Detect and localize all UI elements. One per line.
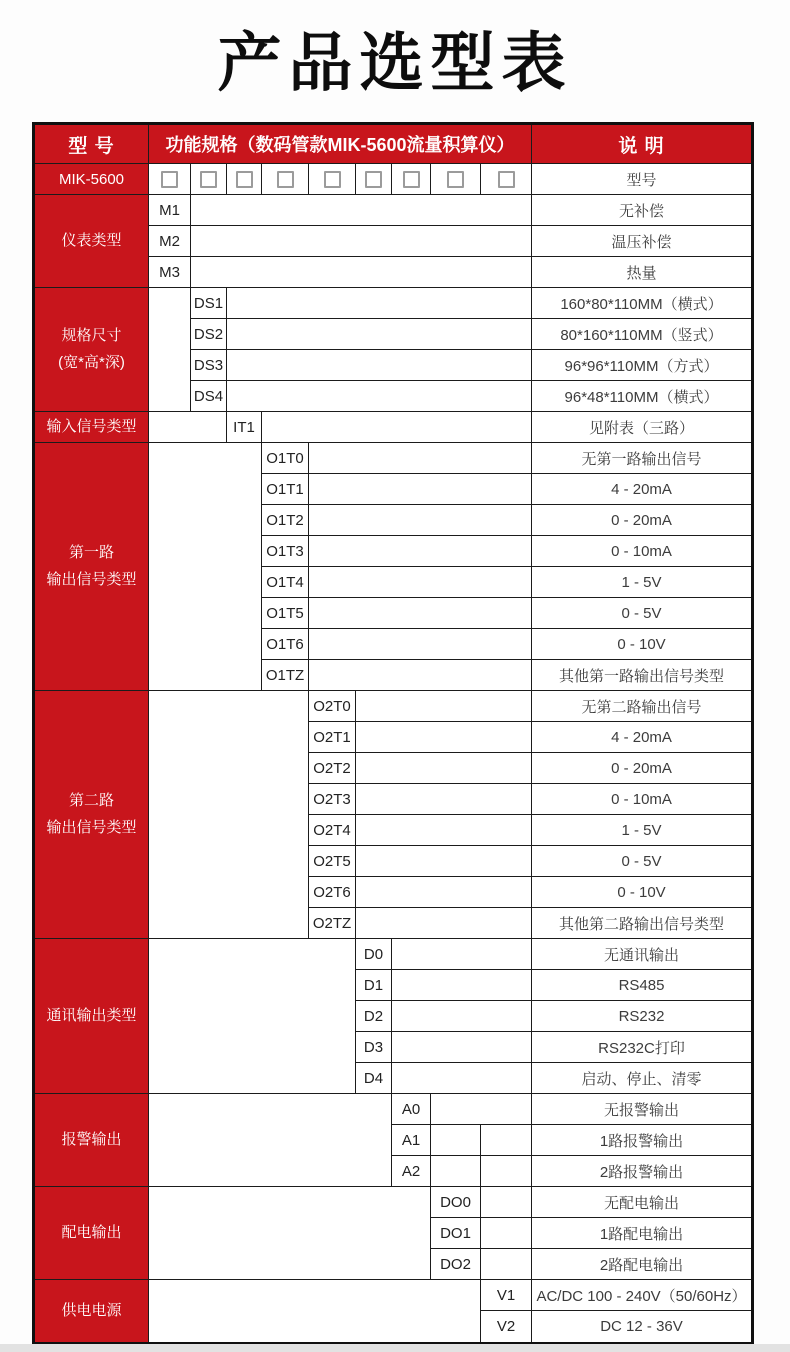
- checkbox-cell: [481, 164, 532, 195]
- code-cell: D4: [356, 1063, 392, 1094]
- description-cell: 4 - 20mA: [532, 722, 751, 753]
- code-cell: O2T3: [309, 784, 356, 815]
- blank-cell: [309, 598, 532, 629]
- blank-cell: [356, 753, 532, 784]
- blank-cell: [356, 815, 532, 846]
- code-cell: O2T4: [309, 815, 356, 846]
- blank-cell: [149, 939, 356, 1094]
- code-cell: V1: [481, 1280, 532, 1311]
- checkbox-cell: [392, 164, 431, 195]
- code-cell: D3: [356, 1032, 392, 1063]
- code-cell: DS2: [191, 319, 227, 350]
- blank-cell: [191, 257, 532, 288]
- code-cell: O1T0: [262, 443, 309, 474]
- blank-cell: [227, 288, 532, 319]
- description-cell: 0 - 5V: [532, 598, 751, 629]
- description-cell: 2路配电输出: [532, 1249, 751, 1280]
- empty-checkbox[interactable]: [447, 171, 464, 188]
- description-cell: RS232C打印: [532, 1032, 751, 1063]
- blank-cell: [227, 350, 532, 381]
- description-cell: 0 - 5V: [532, 846, 751, 877]
- code-cell: DS4: [191, 381, 227, 412]
- code-cell: O1T5: [262, 598, 309, 629]
- blank-cell: [309, 567, 532, 598]
- code-cell: DS1: [191, 288, 227, 319]
- blank-cell: [392, 939, 532, 970]
- description-cell: AC/DC 100 - 240V（50/60Hz）: [532, 1280, 751, 1311]
- blank-cell: [149, 1280, 481, 1342]
- description-cell: 96*96*110MM（方式）: [532, 350, 751, 381]
- blank-cell: [227, 319, 532, 350]
- blank-cell: [481, 1218, 532, 1249]
- description-cell: 0 - 10V: [532, 629, 751, 660]
- code-cell: A2: [392, 1156, 431, 1187]
- blank-cell: [481, 1125, 532, 1156]
- product-selection-table: [32, 122, 754, 1345]
- description-cell: 0 - 10mA: [532, 784, 751, 815]
- section-label-line: 通讯输出类型: [46, 1006, 137, 1024]
- checkbox-cell: [356, 164, 392, 195]
- section-label-input-signal: [35, 412, 149, 443]
- description-cell: 1 - 5V: [532, 567, 751, 598]
- blank-cell: [356, 908, 532, 939]
- section-label-line: 第一路: [68, 544, 114, 562]
- code-cell: D2: [356, 1001, 392, 1032]
- description-cell: RS232: [532, 1001, 751, 1032]
- blank-cell: [149, 443, 262, 691]
- description-cell: 见附表（三路）: [532, 412, 751, 443]
- code-cell: DO2: [431, 1249, 481, 1280]
- code-cell: O1TZ: [262, 660, 309, 691]
- checkbox-cell: [309, 164, 356, 195]
- blank-cell: [309, 536, 532, 567]
- blank-cell: [392, 1063, 532, 1094]
- header-cell-spec: 功能规格（数码管款MIK-5600流量积算仪）: [149, 125, 532, 164]
- section-label-line: 输出信号类型: [46, 570, 137, 588]
- section-label-line: 配电输出: [61, 1223, 122, 1241]
- section-label-distribution: [35, 1187, 149, 1280]
- page-bottom-divider: [0, 1344, 790, 1352]
- empty-checkbox[interactable]: [324, 171, 341, 188]
- blank-cell: [309, 505, 532, 536]
- section-label-output2: [35, 691, 149, 939]
- empty-checkbox[interactable]: [161, 171, 178, 188]
- code-cell: M3: [149, 257, 191, 288]
- section-label-power-supply: [35, 1280, 149, 1342]
- description-cell: 无配电输出: [532, 1187, 751, 1218]
- blank-cell: [149, 288, 191, 412]
- section-label-meter-type: [35, 195, 149, 288]
- description-cell: DC 12 - 36V: [532, 1311, 751, 1342]
- description-cell: 0 - 10mA: [532, 536, 751, 567]
- checkbox-cell: [227, 164, 262, 195]
- blank-cell: [356, 877, 532, 908]
- empty-checkbox[interactable]: [277, 171, 294, 188]
- description-cell: 热量: [532, 257, 751, 288]
- empty-checkbox[interactable]: [236, 171, 253, 188]
- empty-checkbox[interactable]: [498, 171, 515, 188]
- description-cell: 无报警输出: [532, 1094, 751, 1125]
- empty-checkbox[interactable]: [365, 171, 382, 188]
- blank-cell: [149, 1094, 392, 1187]
- checkbox-cell: [431, 164, 481, 195]
- code-cell: O1T3: [262, 536, 309, 567]
- code-cell: D0: [356, 939, 392, 970]
- description-cell: 其他第一路输出信号类型: [532, 660, 751, 691]
- code-cell: O2T5: [309, 846, 356, 877]
- section-label-line: 第二路: [68, 792, 114, 810]
- code-cell: O2T6: [309, 877, 356, 908]
- blank-cell: [356, 846, 532, 877]
- blank-cell: [392, 970, 532, 1001]
- section-label-alarm: [35, 1094, 149, 1187]
- description-cell: 无通讯输出: [532, 939, 751, 970]
- blank-cell: [262, 412, 532, 443]
- description-cell: 0 - 10V: [532, 877, 751, 908]
- code-cell: IT1: [227, 412, 262, 443]
- blank-cell: [309, 660, 532, 691]
- blank-cell: [309, 629, 532, 660]
- blank-cell: [227, 381, 532, 412]
- blank-cell: [431, 1156, 481, 1187]
- description-cell: 无第一路输出信号: [532, 443, 751, 474]
- code-cell: DO0: [431, 1187, 481, 1218]
- section-label-line: 供电电源: [61, 1301, 122, 1319]
- section-label-line: 仪表类型: [61, 231, 122, 249]
- page-title: 产品选型表: [217, 27, 573, 99]
- code-cell: D1: [356, 970, 392, 1001]
- description-cell: 2路报警输出: [532, 1156, 751, 1187]
- section-label-output1: [35, 443, 149, 691]
- description-cell: 96*48*110MM（横式）: [532, 381, 751, 412]
- checkbox-cell: [149, 164, 191, 195]
- section-label-line: 输出信号类型: [46, 818, 137, 836]
- description-cell: 160*80*110MM（横式）: [532, 288, 751, 319]
- model-number-cell: MIK-5600: [35, 164, 149, 195]
- code-cell: A1: [392, 1125, 431, 1156]
- code-cell: A0: [392, 1094, 431, 1125]
- code-cell: O2T0: [309, 691, 356, 722]
- checkbox-cell: [191, 164, 227, 195]
- blank-cell: [431, 1094, 532, 1125]
- code-cell: O2TZ: [309, 908, 356, 939]
- section-label-line: 输入信号类型: [46, 417, 137, 435]
- code-cell: M1: [149, 195, 191, 226]
- description-cell: 型号: [532, 164, 751, 195]
- blank-cell: [149, 412, 227, 443]
- blank-cell: [309, 474, 532, 505]
- description-cell: 80*160*110MM（竖式）: [532, 319, 751, 350]
- description-cell: 4 - 20mA: [532, 474, 751, 505]
- blank-cell: [392, 1032, 532, 1063]
- code-cell: V2: [481, 1311, 532, 1342]
- blank-cell: [481, 1249, 532, 1280]
- blank-cell: [392, 1001, 532, 1032]
- header-cell-model: 型 号: [35, 125, 149, 164]
- code-cell: O1T2: [262, 505, 309, 536]
- code-cell: O1T4: [262, 567, 309, 598]
- blank-cell: [481, 1156, 532, 1187]
- blank-cell: [356, 784, 532, 815]
- section-label-line: 规格尺寸: [61, 327, 122, 345]
- code-cell: DS3: [191, 350, 227, 381]
- code-cell: O1T1: [262, 474, 309, 505]
- section-label-dimensions: [35, 288, 149, 412]
- blank-cell: [431, 1125, 481, 1156]
- code-cell: O2T2: [309, 753, 356, 784]
- description-cell: 温压补偿: [532, 226, 751, 257]
- blank-cell: [191, 195, 532, 226]
- description-cell: 0 - 20mA: [532, 753, 751, 784]
- blank-cell: [356, 691, 532, 722]
- section-label-line: 报警输出: [61, 1130, 122, 1148]
- blank-cell: [191, 226, 532, 257]
- description-cell: 其他第二路输出信号类型: [532, 908, 751, 939]
- blank-cell: [481, 1187, 532, 1218]
- description-cell: 无补偿: [532, 195, 751, 226]
- blank-cell: [149, 691, 309, 939]
- description-cell: 0 - 20mA: [532, 505, 751, 536]
- description-cell: 启动、停止、清零: [532, 1063, 751, 1094]
- header-cell-description: 说 明: [532, 125, 751, 164]
- blank-cell: [356, 722, 532, 753]
- description-cell: 无第二路输出信号: [532, 691, 751, 722]
- blank-cell: [309, 443, 532, 474]
- code-cell: O1T6: [262, 629, 309, 660]
- section-label-communication: [35, 939, 149, 1094]
- description-cell: RS485: [532, 970, 751, 1001]
- empty-checkbox[interactable]: [200, 171, 217, 188]
- code-cell: O2T1: [309, 722, 356, 753]
- code-cell: M2: [149, 226, 191, 257]
- description-cell: 1路报警输出: [532, 1125, 751, 1156]
- code-cell: DO1: [431, 1218, 481, 1249]
- description-cell: 1 - 5V: [532, 815, 751, 846]
- checkbox-cell: [262, 164, 309, 195]
- section-label-line: (宽*高*深): [58, 353, 125, 371]
- empty-checkbox[interactable]: [403, 171, 420, 188]
- description-cell: 1路配电输出: [532, 1218, 751, 1249]
- blank-cell: [149, 1187, 431, 1280]
